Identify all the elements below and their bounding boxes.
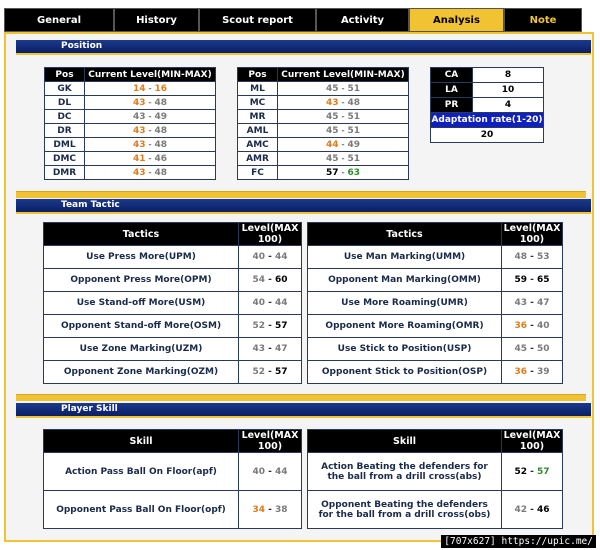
skill-row-level: 40 - 44 [239,453,302,491]
level-min: 36 [514,367,527,377]
team-tactic-section-header: Team Tactic [16,199,591,214]
player-skill-section-header: Player Skill [16,403,591,418]
level-min: 14 [132,83,146,94]
tactic-row-level: 43 - 47 [502,292,563,315]
tactic-row-level: 40 - 44 [239,292,302,315]
tactic-table-left [43,222,302,384]
level-header: Current Level(MIN-MAX) [278,68,409,82]
level-min: 41 [132,153,146,164]
level-max: 63 [347,167,361,178]
pos-header: Pos [238,68,278,82]
level-max: 51 [347,153,361,164]
tactic-row-name: Opponent Stand-off More(OSM) [44,315,239,338]
level-min: 45 [325,111,339,122]
level-max: 57 [537,466,550,477]
position-level: 43 - 48 [278,96,409,110]
skill-row-name: Action Beating the defenders for the ball from a drill cross(abs) [308,453,502,491]
level-min: 59 [514,275,527,285]
tab-note[interactable]: Note [504,8,582,32]
level-min: 40 [252,298,265,308]
level-max: 16 [154,83,168,94]
level-max: 47 [537,298,550,308]
tactic-row-level: 43 - 47 [239,338,302,361]
tab-scout-report[interactable]: Scout report [199,8,316,32]
skill-level-header: Level(MAX 100) [239,430,302,453]
position-code: GK [45,82,85,96]
tactic-row-level: 54 - 60 [239,269,302,292]
tactic-row-name: Use Man Marking(UMM) [308,246,502,269]
level-max: 44 [275,298,288,308]
skill-table-right [307,429,563,529]
tactic-row-name: Use Stick to Position(USP) [308,338,502,361]
level-min: 52 [252,321,265,331]
position-level: 43 - 48 [85,96,216,110]
tactic-level-header: Level(MAX 100) [239,223,302,246]
tactic-row [44,269,302,292]
position-code: DC [45,110,85,124]
position-level: 57 - 63 [278,166,409,180]
tactic-row-name: Opponent Stick to Position(OSP) [308,361,502,384]
level-max: 44 [275,252,288,262]
tactic-row [44,292,302,315]
position-code: ML [238,82,278,96]
position-code: DR [45,124,85,138]
position-row [238,82,409,96]
ca-label: CA [431,68,473,83]
tactic-row-level: 45 - 50 [502,338,563,361]
tactic-row [308,269,563,292]
tactic-row [308,315,563,338]
position-level: 44 - 49 [278,138,409,152]
position-code: DL [45,96,85,110]
level-max: 48 [347,97,361,108]
level-min: 45 [325,83,339,94]
tactic-row [308,292,563,315]
level-min: 45 [514,344,527,354]
skill-row [44,491,302,529]
level-min: 36 [514,321,527,331]
level-min: 40 [252,466,265,477]
level-min: 48 [514,252,527,262]
skill-row-level: 42 - 46 [502,491,563,529]
tactic-row-level: 40 - 44 [239,246,302,269]
tactics-header: Tactics [44,223,239,246]
adaptation-rate-label: Adaptation rate(1-20) [431,113,544,128]
player-info-table [430,67,544,143]
tactic-row-name: Opponent Man Marking(OMM) [308,269,502,292]
tactic-row-name: Use Stand-off More(USM) [44,292,239,315]
tactic-row-level: 59 - 65 [502,269,563,292]
tactic-row [44,315,302,338]
tactic-row [44,338,302,361]
level-max: 38 [275,504,288,515]
position-code: MC [238,96,278,110]
watermark: [707x627] https://upic.me/ [441,535,596,548]
tactic-row-name: Use Zone Marking(UZM) [44,338,239,361]
position-row [45,124,216,138]
level-min: 54 [252,275,265,285]
tactic-row-level: 36 - 39 [502,361,563,384]
level-max: 40 [537,321,550,331]
level-min: 43 [132,167,146,178]
level-max: 57 [275,321,288,331]
position-row [238,152,409,166]
position-level: 45 - 51 [278,152,409,166]
skill-row-level: 34 - 38 [239,491,302,529]
position-code: FC [238,166,278,180]
position-code: AMC [238,138,278,152]
section-divider [16,394,586,401]
position-row [238,166,409,180]
tactic-row-name: Opponent More Roaming(OMR) [308,315,502,338]
tactic-row [44,246,302,269]
level-max: 50 [537,344,550,354]
skill-header: Skill [44,430,239,453]
level-max: 48 [154,97,168,108]
tactic-row-name: Opponent Zone Marking(OZM) [44,361,239,384]
position-row [45,96,216,110]
section-divider [16,191,586,198]
position-level: 43 - 49 [85,110,216,124]
position-level: 43 - 48 [85,138,216,152]
pos-header: Pos [45,68,85,82]
level-min: 45 [325,153,339,164]
tactic-table-right [307,222,563,384]
position-level: 43 - 48 [85,166,216,180]
level-min: 45 [325,125,339,136]
level-min: 52 [252,367,265,377]
tactic-row-level: 36 - 40 [502,315,563,338]
level-min: 57 [325,167,339,178]
position-level: 41 - 46 [85,152,216,166]
level-max: 46 [154,153,168,164]
tab-activity[interactable]: Activity [316,8,409,32]
level-max: 60 [275,275,288,285]
level-min: 40 [252,252,265,262]
skill-row-name: Opponent Beating the defenders for the ball from a drill cross(obs) [308,491,502,529]
level-min: 43 [132,139,146,150]
position-row [45,138,216,152]
tactic-row [308,361,563,384]
position-row [45,166,216,180]
position-level: 45 - 51 [278,82,409,96]
position-code: DML [45,138,85,152]
position-level: 14 - 16 [85,82,216,96]
level-max: 48 [154,167,168,178]
tab-history[interactable]: History [114,8,199,32]
tactics-header: Tactics [308,223,502,246]
skill-row [308,491,563,529]
level-header: Current Level(MIN-MAX) [85,68,216,82]
la-value: 10 [473,83,544,98]
position-level: 45 - 51 [278,110,409,124]
tactic-row [44,361,302,384]
la-label: LA [431,83,473,98]
level-min: 34 [252,504,265,515]
level-max: 49 [347,139,361,150]
position-level: 45 - 51 [278,124,409,138]
pr-label: PR [431,98,473,113]
ca-value: 8 [473,68,544,83]
tab-general[interactable]: General [4,8,114,32]
position-level: 43 - 48 [85,124,216,138]
level-max: 49 [154,111,168,122]
level-max: 53 [537,252,550,262]
position-row [238,96,409,110]
level-min: 52 [514,466,527,477]
tactic-row [308,246,563,269]
level-min: 43 [132,111,146,122]
adaptation-rate-value: 20 [431,128,544,143]
position-table-right [237,67,409,180]
level-min: 43 [252,344,265,354]
level-max: 65 [537,275,550,285]
tab-analysis[interactable]: Analysis [409,8,504,32]
tactic-row-name: Use Press More(UPM) [44,246,239,269]
position-code: DMC [45,152,85,166]
position-row [238,138,409,152]
skill-row [44,453,302,491]
tactic-row-level: 52 - 57 [239,315,302,338]
tactic-row-name: Opponent Press More(OPM) [44,269,239,292]
level-min: 43 [514,298,527,308]
level-max: 51 [347,111,361,122]
level-min: 43 [132,97,146,108]
analysis-panel [4,32,594,542]
level-max: 46 [537,504,550,515]
level-max: 57 [275,367,288,377]
level-max: 47 [275,344,288,354]
tactic-level-header: Level(MAX 100) [502,223,563,246]
skill-header: Skill [308,430,502,453]
position-row [45,82,216,96]
skill-row-name: Opponent Pass Ball On Floor(opf) [44,491,239,529]
position-code: AMR [238,152,278,166]
tactic-row-level: 48 - 53 [502,246,563,269]
skill-row-name: Action Pass Ball On Floor(apf) [44,453,239,491]
position-row [45,110,216,124]
position-table-left [44,67,216,180]
level-max: 39 [537,367,550,377]
position-section-header: Position [16,40,591,55]
level-max: 51 [347,125,361,136]
position-row [45,152,216,166]
position-row [238,124,409,138]
position-code: DMR [45,166,85,180]
level-max: 48 [154,125,168,136]
tactic-row-name: Use More Roaming(UMR) [308,292,502,315]
level-max: 51 [347,83,361,94]
tab-bar [4,8,594,32]
position-row [238,110,409,124]
skill-level-header: Level(MAX 100) [502,430,563,453]
level-max: 48 [154,139,168,150]
position-code: AML [238,124,278,138]
level-min: 43 [132,125,146,136]
level-max: 44 [275,466,288,477]
level-min: 43 [325,97,339,108]
tactic-row-level: 52 - 57 [239,361,302,384]
level-min: 44 [325,139,339,150]
tactic-row [308,338,563,361]
skill-row-level: 52 - 57 [502,453,563,491]
position-code: MR [238,110,278,124]
level-min: 42 [514,504,527,515]
pr-value: 4 [473,98,544,113]
skill-row [308,453,563,491]
skill-table-left [43,429,302,529]
